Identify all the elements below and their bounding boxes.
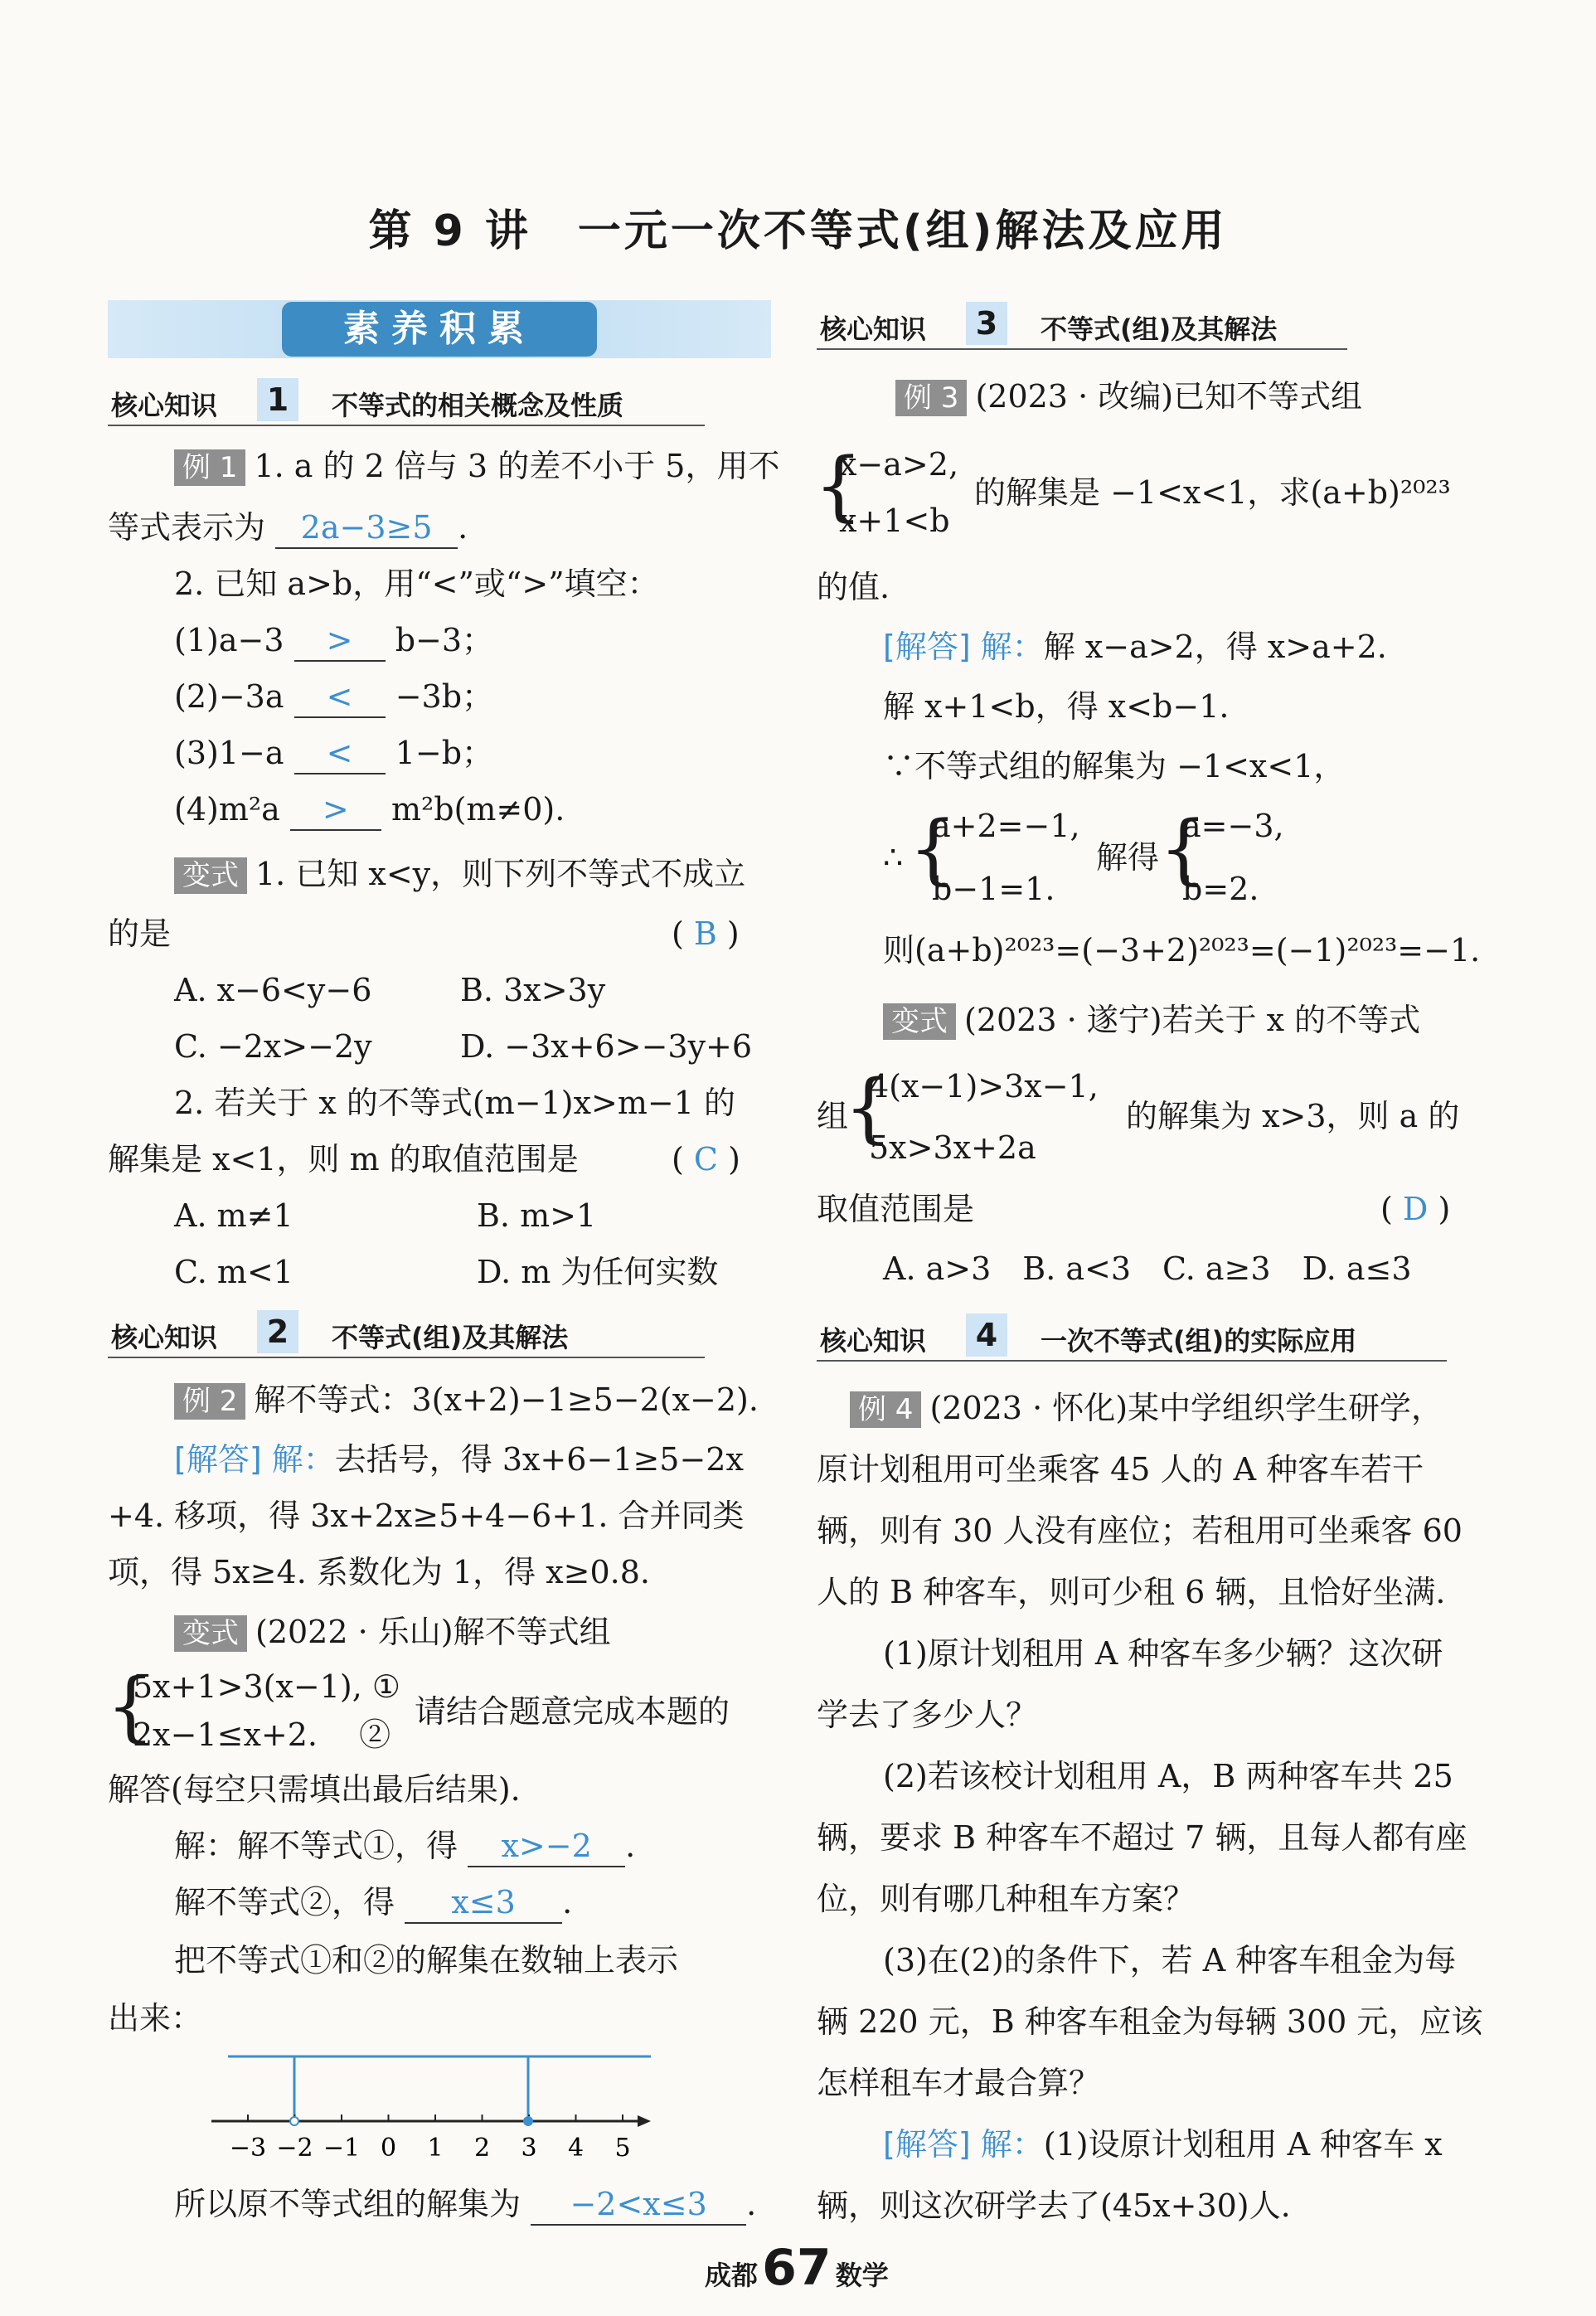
core-knowledge-1-header [108, 376, 705, 426]
option-c: C. m<1 [174, 1254, 293, 1290]
example-4-line-1: 例 4 (2023 · 怀化)某中学组织学生研学， [850, 1388, 1443, 1428]
variant-2-question-cont: 请结合题意完成本题的 [415, 1693, 730, 1730]
system-line-2: x+1<b [839, 503, 950, 539]
tick-label: 2 [473, 2134, 491, 2163]
core-knowledge-title: 不等式(组)及其解法 [332, 1322, 569, 1353]
example-2-question: 例 2 解不等式：3(x+2)−1≥5−2(x−2). [174, 1380, 759, 1420]
variant-2-step-4: 出来： [108, 2000, 203, 2037]
example-1-q1: 例 1 1. a 的 2 倍与 3 的差不小于 5，用不 [174, 446, 779, 486]
example-4-line-13: [解答] 解：(1)设原计划租用 A 种客车 x [883, 2126, 1443, 2163]
tick-label: −3 [229, 2134, 267, 2163]
system-line-1: a+2=−1, [932, 808, 1080, 844]
core-knowledge-3-header [817, 300, 1347, 350]
variant-3-question-cont-2: 取值范围是 [817, 1191, 975, 1227]
system-line-1: x−a>2, [839, 446, 959, 483]
core-knowledge-number: 4 [966, 1313, 1007, 1357]
footer-city: 成都 [705, 2260, 759, 2291]
core-knowledge-2-header [108, 1309, 705, 1358]
variant-2-question-cont-2: 解答(每空只需填出最后结果). [108, 1771, 521, 1808]
example-4-line-10: (3)在(2)的条件下，若 A 种客车租金为每 [883, 1942, 1457, 1979]
core-knowledge-4-header [817, 1312, 1447, 1362]
example-3-question-cont: 的解集是 −1<x<1，求(a+b)²⁰²³ [974, 474, 1451, 511]
example-1-q2: 2. 已知 a>b，用“<”或“>”填空： [174, 566, 659, 602]
variant-2-conclusion: 所以原不等式组的解集为 −2<x≤3 . [174, 2184, 756, 2226]
example-4-line-11: 辆 220 元，B 种客车租金为每辆 300 元，应该 [817, 2003, 1483, 2040]
example-4-line-5: (1)原计划租用 A 种客车多少辆？这次研 [883, 1635, 1443, 1672]
example-3-solution-3: ∵不等式组的解集为 −1<x<1， [883, 748, 1346, 784]
answer-blank: < [294, 733, 386, 774]
option-d: D. m 为任何实数 [477, 1254, 719, 1290]
solution-label: [解答] 解： [174, 1441, 335, 1478]
example-4-line-2: 原计划租用可坐乘客 45 人的 A 种客车若干 [817, 1451, 1424, 1488]
answer-blank: −2<x≤3 [531, 2184, 746, 2226]
answer-blank: < [294, 677, 386, 718]
system-brace: { [909, 804, 958, 893]
answer-blank: > [294, 620, 386, 662]
example-4-line-7: (2)若该校计划租用 A，B 两种客车共 25 [883, 1758, 1453, 1794]
variant-2-question: 变式 (2022 · 乐山)解不等式组 [174, 1612, 611, 1652]
variant-1-q2: 2. 若关于 x 的不等式(m−1)x>m−1 的 [174, 1085, 736, 1121]
example-3-question: 例 3 (2023 · 改编)已知不等式组 [895, 376, 1362, 416]
system-line-1: a=−3, [1182, 808, 1284, 844]
example-4-line-8: 辆，要求 B 种客车不超过 7 辆，且每人都有座 [817, 1819, 1467, 1856]
core-knowledge-number: 1 [257, 378, 298, 421]
variant-1-q1: 变式 1. 已知 x<y，则下列不等式不成立 [174, 854, 745, 894]
variant-3-prefix: 组 [817, 1098, 849, 1134]
therefore-symbol: ∴ [883, 839, 904, 876]
system-line-1: 4(x−1)>3x−1, [869, 1068, 1099, 1105]
core-knowledge-label: 核心知识 [111, 390, 218, 421]
tick-label: −1 [323, 2134, 361, 2163]
option-a: A. m≠1 [174, 1197, 293, 1234]
variant-tag: 变式 [174, 857, 247, 894]
example-2-solution-3: 项，得 5x≥4. 系数化为 1，得 x≥0.8. [108, 1554, 650, 1590]
example-1-q1-cont: 等式表示为 2a−3≥5 . [108, 507, 468, 549]
answer-blank: x>−2 [468, 1826, 625, 1867]
example-tag: 例 4 [850, 1391, 921, 1428]
system-brace: { [1159, 804, 1208, 893]
system-brace: { [106, 1662, 155, 1750]
core-knowledge-title: 不等式的相关概念及性质 [332, 390, 624, 421]
tick-label: 1 [427, 2134, 444, 2163]
system-line-1: 5x+1>3(x−1), ① [133, 1668, 400, 1705]
example-1-part-3: (3)1−a < 1−b； [174, 733, 493, 774]
page-footer [705, 2239, 889, 2297]
example-1-part-4: (4)m²a > m²b(m≠0). [174, 789, 565, 831]
option-c: C. −2x>−2y [174, 1028, 372, 1065]
option-b: B. m>1 [477, 1197, 597, 1234]
page-title: 第 9 讲 一元一次不等式(组)解法及应用 [368, 206, 1228, 256]
example-4-line-6: 学去了多少人？ [817, 1697, 1038, 1733]
example-4-line-4: 人的 B 种客车，则可少租 6 辆，且恰好坐满. [817, 1574, 1446, 1610]
answer-blank: 2a−3≥5 [275, 507, 458, 549]
core-knowledge-label: 核心知识 [111, 1322, 218, 1353]
system-line-2: 2x−1≤x+2. ② [133, 1716, 391, 1753]
example-1-part-2: (2)−3a < −3b； [174, 677, 493, 718]
core-knowledge-number: 2 [257, 1310, 298, 1353]
example-3-solution-5: 则(a+b)²⁰²³=(−3+2)²⁰²³=(−1)²⁰²³=−1. [883, 932, 1481, 969]
solved-label: 解得 [1096, 839, 1160, 876]
variant-1-q2-answer: ( C ) [672, 1141, 740, 1177]
variant-2-step-3: 把不等式①和②的解集在数轴上表示 [174, 1942, 679, 1979]
core-knowledge-label: 核心知识 [820, 1325, 927, 1357]
core-knowledge-title: 一次不等式(组)的实际应用 [1041, 1325, 1357, 1357]
example-2-solution-1: [解答] 解：去括号，得 3x+6−1≥5−2x [174, 1441, 744, 1478]
option-a: A. x−6<y−6 [174, 972, 372, 1008]
example-3-solution-2: 解 x+1<b，得 x<b−1. [883, 688, 1230, 725]
variant-1-q2-cont: 解集是 x<1，则 m 的取值范围是 [108, 1141, 579, 1177]
system-brace: { [844, 1063, 893, 1152]
example-4-line-9: 位，则有哪几种租车方案？ [817, 1881, 1196, 1917]
core-knowledge-title: 不等式(组)及其解法 [1041, 313, 1278, 345]
tick-label: 0 [380, 2134, 397, 2163]
tick-label: 3 [521, 2134, 537, 2163]
footer-subject: 数学 [835, 2260, 889, 2291]
variant-3-question: 变式 (2023 · 遂宁)若关于 x 的不等式 [883, 1000, 1420, 1040]
solution-label: [解答] 解： [883, 2126, 1044, 2163]
example-4-line-14: 辆，则这次研学去了(45x+30)人. [817, 2187, 1291, 2224]
example-tag: 例 3 [895, 380, 967, 416]
variant-3-options: A. a>3 B. a<3 C. a≥3 D. a≤3 [883, 1250, 1412, 1287]
solution-label: [解答] 解： [883, 629, 1044, 665]
number-line-diagram [211, 2048, 676, 2181]
variant-2-step-2: 解不等式②，得 x≤3 . [174, 1882, 572, 1924]
tick-label: −2 [276, 2134, 313, 2163]
option-d: D. −3x+6>−3y+6 [460, 1028, 753, 1065]
system-line-2: b−1=1. [932, 871, 1055, 907]
answer-blank: x≤3 [405, 1882, 562, 1924]
core-knowledge-number: 3 [966, 302, 1007, 345]
variant-3-question-cont: 的解集为 x>3，则 a 的 [1126, 1098, 1460, 1134]
variant-3-answer: ( D ) [1380, 1191, 1451, 1227]
system-line-2: 5x>3x+2a [869, 1129, 1036, 1166]
answer-blank: > [290, 789, 381, 831]
page-number: 67 [762, 2239, 832, 2297]
example-1-part-1: (1)a−3 > b−3； [174, 620, 493, 662]
variant-1-q1-answer: ( B ) [672, 915, 740, 952]
example-tag: 例 1 [174, 449, 245, 486]
variant-tag: 变式 [174, 1615, 247, 1652]
core-knowledge-label: 核心知识 [820, 313, 927, 345]
variant-1-q1-cont: 的是 [108, 915, 172, 952]
variant-tag: 变式 [883, 1003, 956, 1040]
example-4-line-3: 辆，则有 30 人没有座位；若租用可坐乘客 60 [817, 1512, 1463, 1549]
example-tag: 例 2 [174, 1383, 245, 1420]
tick-label: 5 [614, 2134, 631, 2163]
example-2-solution-2: +4. 移项，得 3x+2x≥5+4−6+1. 合并同类 [108, 1498, 745, 1534]
system-line-2: b=2. [1182, 871, 1259, 907]
example-4-line-12: 怎样租车才最合算？ [817, 2065, 1101, 2101]
variant-2-step-1: 解：解不等式①，得 x>−2 . [174, 1826, 635, 1867]
tick-label: 4 [567, 2134, 585, 2163]
example-3-question-cont-2: 的值. [817, 569, 890, 605]
example-3-solution-1: [解答] 解：解 x−a>2，得 x>a+2. [883, 629, 1387, 665]
option-b: B. 3x>3y [460, 972, 606, 1008]
section-banner-label: 素养积累 [282, 302, 597, 357]
system-brace: { [814, 441, 863, 530]
